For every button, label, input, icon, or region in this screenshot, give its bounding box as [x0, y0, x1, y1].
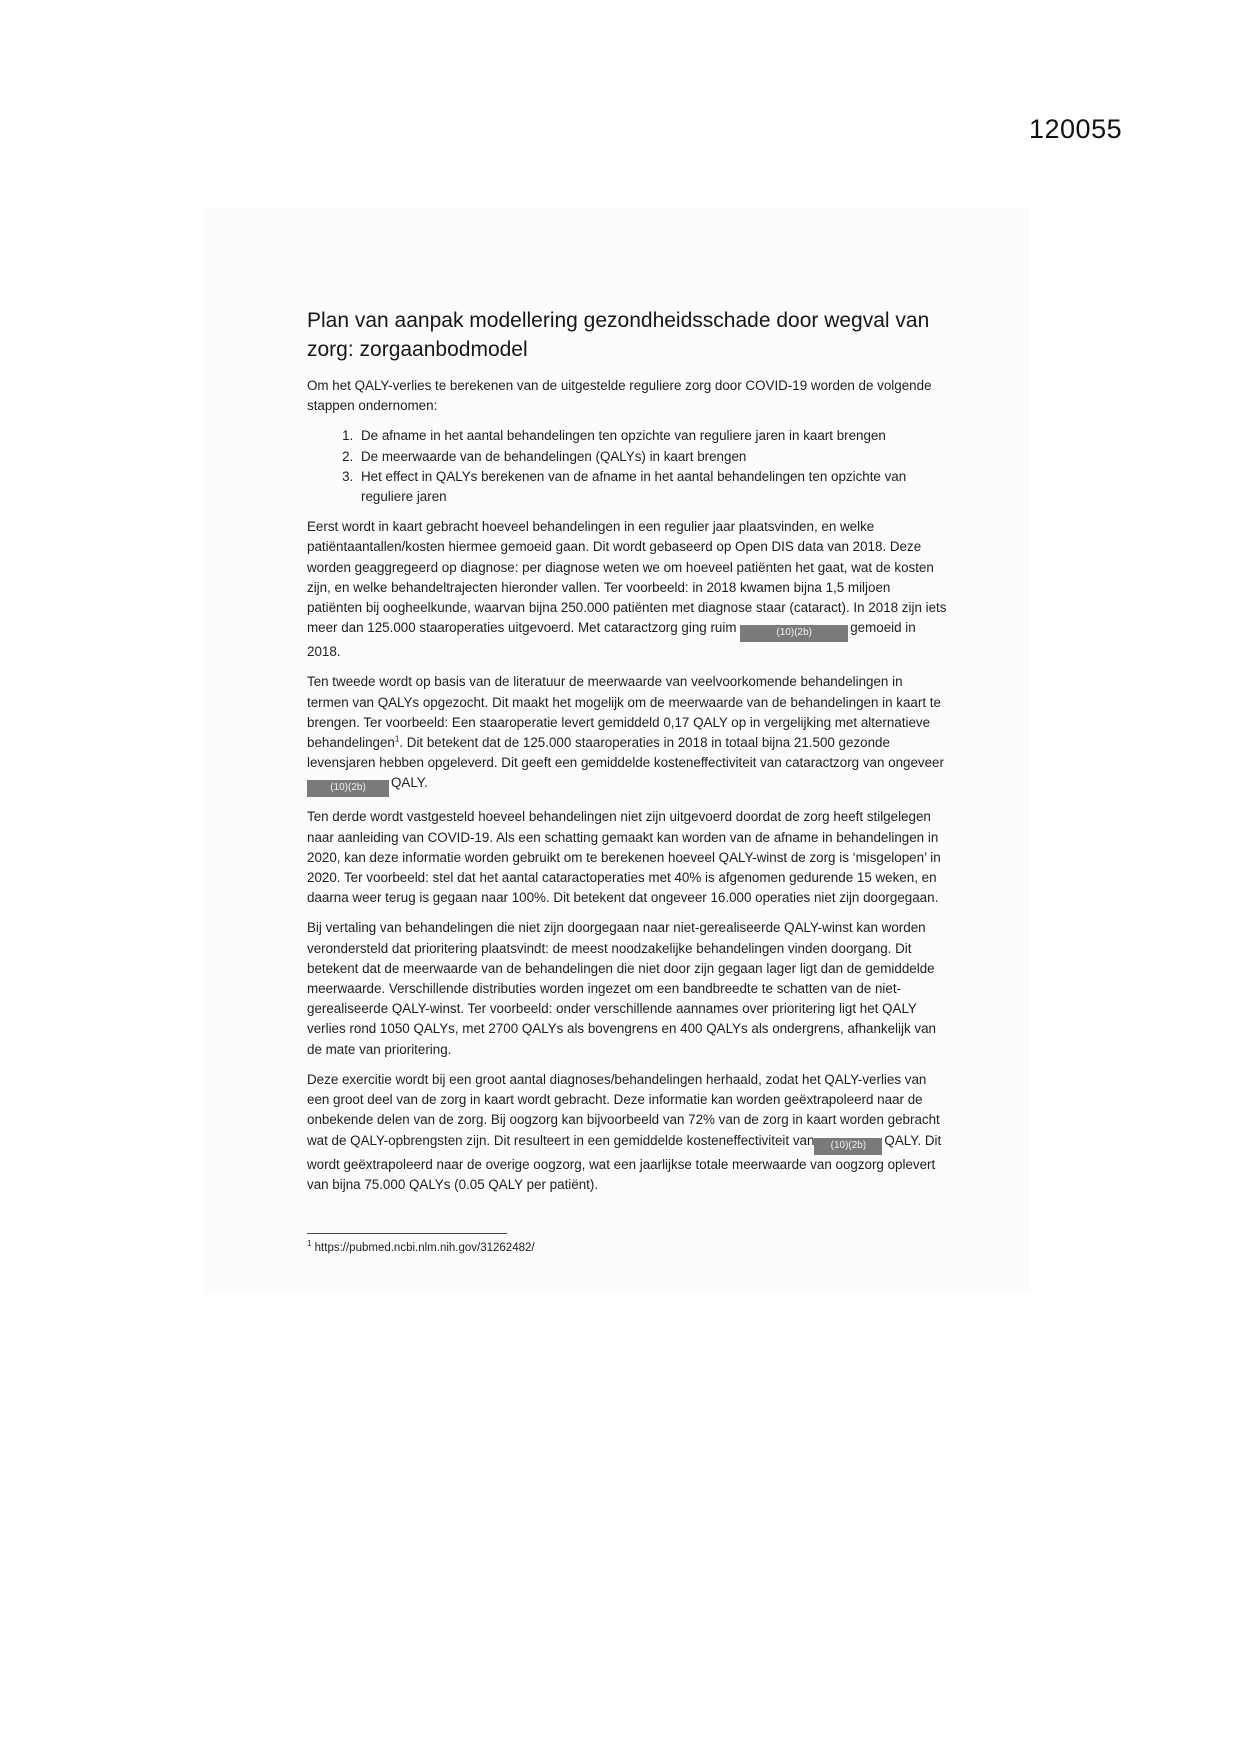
paragraph-2-text: Ten tweede wordt op basis van de literatuur de meerwaarde van veelvoorkomende behandelingen in termen van QALYs opgezocht. Dit maakt het mogelijk om de meerwaarde van de behandelingen in kaart te brengen. Ter voorbeeld: Een staaroperatie levert gemiddeld 0,17 QALY op in vergelijking met alternatieve behandelingen	[307, 674, 941, 751]
footnote-link[interactable]: https://pubmed.ncbi.nlm.nih.gov/31262482/	[314, 1241, 535, 1254]
document-title: Plan van aanpak modellering gezondheidsschade door wegval van zorg: zorgaanbodmodel	[307, 309, 930, 361]
footnote	[307, 1240, 947, 1256]
paragraph-5-tail: QALY. Dit wordt geëxtrapoleerd naar de overige oogzorg, wat een jaarlijkse totale meerwaarde van oogzorg oplevert van bijna 75.000 QALYs (0.05 QALY per patiënt).	[307, 1132, 942, 1192]
intro-paragraph: Om het QALY-verlies te berekenen van de uitgestelde reguliere zorg door COVID-19 worden de volgende stappen ondernomen:	[307, 378, 932, 414]
paragraph-2-tail: QALY.	[391, 775, 428, 791]
paragraph-2-middle: . Dit betekent dat de 125.000 staaroperaties in 2018 in totaal bijna 21.500 gezonde levensjaren hebben opgeleverd. Dit geeft een gemiddelde kosteneffectiviteit van cataractzorg van ongeveer	[307, 735, 944, 771]
redaction-block: (10)(2b)	[740, 625, 848, 642]
paragraph-1-tail: gemoeid in 2018.	[307, 620, 916, 660]
document-number: 120055	[1029, 114, 1123, 144]
paragraph-4: Bij vertaling van behandelingen die niet zijn doorgegaan naar niet-gerealiseerde QALY-winst kan worden verondersteld dat prioritering plaatsvindt: de meest noodzakelijke behandelingen vinden doorgang. Dit betekent dat de meerwaarde van de behandelingen die niet door zijn gegaan lager ligt dan de gemiddelde meerwaarde. Verschillende distributies worden ingezet om een bandbreedte te schatten van de niet-gerealiseerde QALY-winst. Ter voorbeeld: onder verschillende aannames over prioritering ligt het QALY verlies rond 1050 QALYs, met 2700 QALYs als bovengrens en 400 QALYs als ondergrens, afhankelijk van de mate van prioritering.	[307, 920, 936, 1057]
paragraph-5	[307, 1070, 947, 1195]
list-item: 3. Het effect in QALYs berekenen van de afname in het aantal behandelingen ten opzichte van reguliere jaren	[357, 467, 947, 507]
footnote-number: 1	[307, 1239, 312, 1249]
paragraph-3: Ten derde wordt vastgesteld hoeveel behandelingen niet zijn uitgevoerd doordat de zorg heeft stilgelegen naar aanleiding van COVID-19. Als een schatting gemaakt kan worden van de afname in behandelingen in 2020, kan deze informatie worden gebruikt om te berekenen hoeveel QALY-winst de zorg is ‘misgelopen’ in 2020. Ter voorbeeld: stel dat het aantal cataractoperaties met 40% is afgenomen gedurende 15 weken, en daarna weer terug is gegaan naar 100%. Dit betekent dat ongeveer 16.000 operaties niet zijn doorgegaan.	[307, 809, 941, 906]
document-body	[307, 306, 947, 1256]
steps-list	[307, 426, 947, 507]
redaction-block: (10)(2b)	[814, 1138, 882, 1155]
footnote-reference: 1	[394, 734, 400, 744]
list-item: 1. De afname in het aantal behandelingen ten opzichte van reguliere jaren in kaart brengen	[357, 426, 947, 446]
list-item: 2. De meerwaarde van de behandelingen (QALYs) in kaart brengen	[357, 447, 947, 467]
paragraph-1-text: Eerst wordt in kaart gebracht hoeveel behandelingen in een regulier jaar plaatsvinden, en welke patiëntaantallen/kosten hiermee gemoeid gaan. Dit wordt gebaseerd op Open DIS data van 2018. Deze worden geaggregeerd op diagnose: per diagnose weten we om hoeveel patiënten het gaat, wat de kosten zijn, en welke behandeltrajecten hieronder vallen. Ter voorbeeld: in 2018 kwamen bijna 1,5 miljoen patiënten bij oogheelkunde, waarvan bijna 250.000 patiënten met diagnose staar (cataract). In 2018 zijn iets meer dan 125.000 staaroperaties uitgevoerd. Met cataractzorg ging ruim	[307, 519, 947, 636]
redaction-block: (10)(2b)	[307, 780, 389, 797]
paragraph-2	[307, 672, 947, 797]
paragraph-5-text: Deze exercitie wordt bij een groot aantal diagnoses/behandelingen herhaald, zodat het QALY-verlies van een groot deel van de zorg in kaart wordt gebracht. Deze informatie kan worden geëxtrapoleerd naar de onbekende delen van de zorg. Bij oogzorg kan bijvoorbeeld van 72% van de zorg in kaart worden gebracht wat de QALY-opbrengsten zijn. Dit resulteert in een gemiddelde kosteneffectiviteit van	[307, 1071, 940, 1148]
footnote-separator	[307, 1233, 507, 1234]
paragraph-1	[307, 517, 947, 662]
